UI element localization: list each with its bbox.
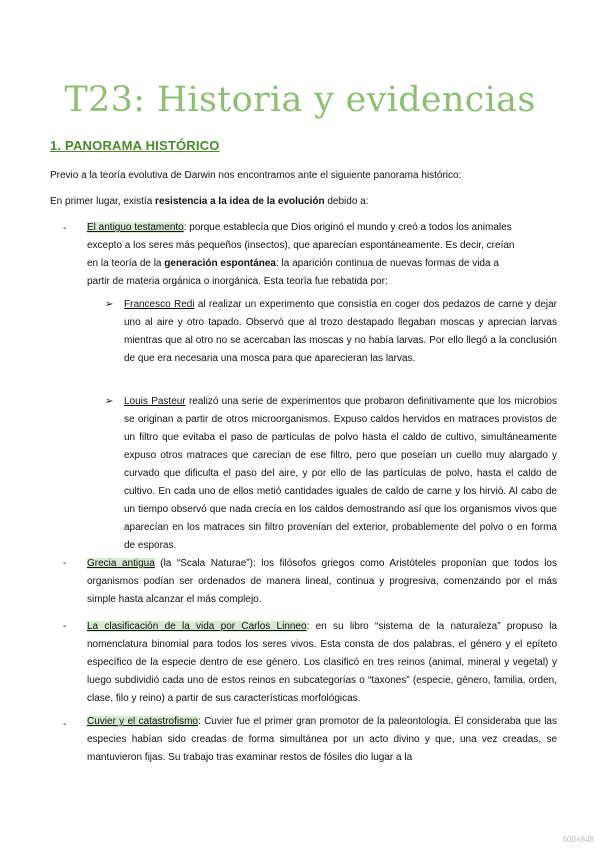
bullet-line <box>87 255 557 273</box>
bullet-grecia-antigua <box>87 555 557 609</box>
bullet-rest: : porque establecía que Dios originó el mundo y creó a todos los animales <box>183 222 512 233</box>
bullet-dash: - <box>63 621 67 632</box>
bullet-rest: (la “Scala Naturae”): los filósofos griegos como Aristóteles proponían que todos los organismos podían ser ordenados de manera lineal, continua y progresiva, comenzando por el más simple hasta alcanzar el más complejo. <box>87 558 557 605</box>
bullet-line: excepto a los seres más pequeños (insectos), que aparecían espontáneamente. Es decir, creían <box>87 240 515 251</box>
bullet-head: Grecia antigua <box>87 558 155 569</box>
page-width: 600 <box>562 835 576 844</box>
section-heading: 1. PANORAMA HISTÓRICO <box>50 138 220 153</box>
intro-paragraph: Previo a la teoría evolutiva de Darwin nos encontramos ante el siguiente panorama histórico: <box>50 170 462 181</box>
resistance-post: debido a: <box>324 196 369 207</box>
bullet-linneo <box>87 618 557 708</box>
bullet-rest: : en su libro “sistema de la naturaleza” propuso la nomenclatura binomial para todos los seres vivos. Esta consta de dos palabras, el género y el epíteto específico de la especie dentro de ese género. Los clasificó en tres reinos (animal, mineral y vegetal) y luego subdividió cada uno de estos reinos en subcategorías o “taxones” (especie, género, familia, orden, clase, filo y reino) a partir de sus características morfológicas. <box>87 621 557 704</box>
bullet-line <box>87 219 557 237</box>
page-dimensions: 600×848 <box>562 835 594 844</box>
bullet-rest: : Cuvier fue el primer gran promotor de la paleontología. Él consideraba que las especies habían sido creadas de forma simultánea por un acto divino y que, una vez creadas, se mantuvieron fijas. Su trabajo tras examinar restos de fósiles dio lugar a la <box>87 716 557 763</box>
bullet-cuvier <box>87 713 557 767</box>
bullet-head: La clasificación de la vida por Carlos Linneo <box>87 621 307 632</box>
resistance-pre: En primer lugar, existía <box>50 196 156 207</box>
arrow-bullet-icon: ➢ <box>105 299 114 310</box>
bullet-rest: en la teoría de la <box>87 258 165 269</box>
bullet-line: partir de materia orgánica o inorgánica. Esta teoría fue rebatida por: <box>87 276 388 287</box>
sub-bullet-pasteur <box>124 393 557 555</box>
sub-bullet-name: Francesco Redi <box>124 299 195 310</box>
bullet-head: El antiguo testamento <box>87 222 184 233</box>
sub-bullet-rest: realizó una serie de experimentos que probaron definitivamente que los microbios se originan a partir de otros microorganismos. Expuso caldos hervidos en matraces provistos de un filtro que evitaba el paso de partículas de polvo hasta el caldo de cultivo, simultáneamente expuso otros matraces que carecían de ese filtro, pero que poseían un cuello muy alargado y curvado que dificulta el paso del aire, y por ello de las partículas de polvo, hasta el caldo de cultivo. En cada uno de ellos metió cantidades iguales de caldo de carne y los hirvió. Al cabo de un tiempo observó que nada crecía en los caldos demostrando así que los organismos vivos que aparecían en los matraces sin filtro provenían del exterior, probablemente del polvo o en forma de esporas. <box>124 396 557 551</box>
bullet-rest: : la aparición continua de nuevas formas de vida a <box>275 258 499 269</box>
bullet-bold: generación espontánea <box>164 258 276 269</box>
page-title: T23: Historia y evidencias <box>64 80 536 120</box>
page-height: 848 <box>580 835 594 844</box>
sub-bullet-rest: al realizar un experimento que consistía en coger dos pedazos de carne y dejar uno al aire y otro tapado. Observó que al trozo destapado llegaban moscas y aprecian larvas mientras que al otro no se acercaban las moscas y no había larvas. Por ello llegó a la conclusión de que era necesaria una mosca para que aparecieran las larvas. <box>124 299 557 364</box>
resistance-paragraph <box>50 193 555 210</box>
bullet-head: Cuvier y el catastrofismo <box>87 716 198 727</box>
resistance-bold: resistencia a la idea de la evolución <box>155 196 325 207</box>
sub-bullet-redi <box>124 296 557 368</box>
bullet-dash: - <box>63 223 67 234</box>
bullet-dash: - <box>63 719 67 730</box>
bullet-dash: - <box>63 558 67 569</box>
bullet-antiguo-testamento <box>87 219 557 291</box>
arrow-bullet-icon: ➢ <box>105 396 114 407</box>
sub-bullet-name: Louis Pasteur <box>124 396 186 407</box>
